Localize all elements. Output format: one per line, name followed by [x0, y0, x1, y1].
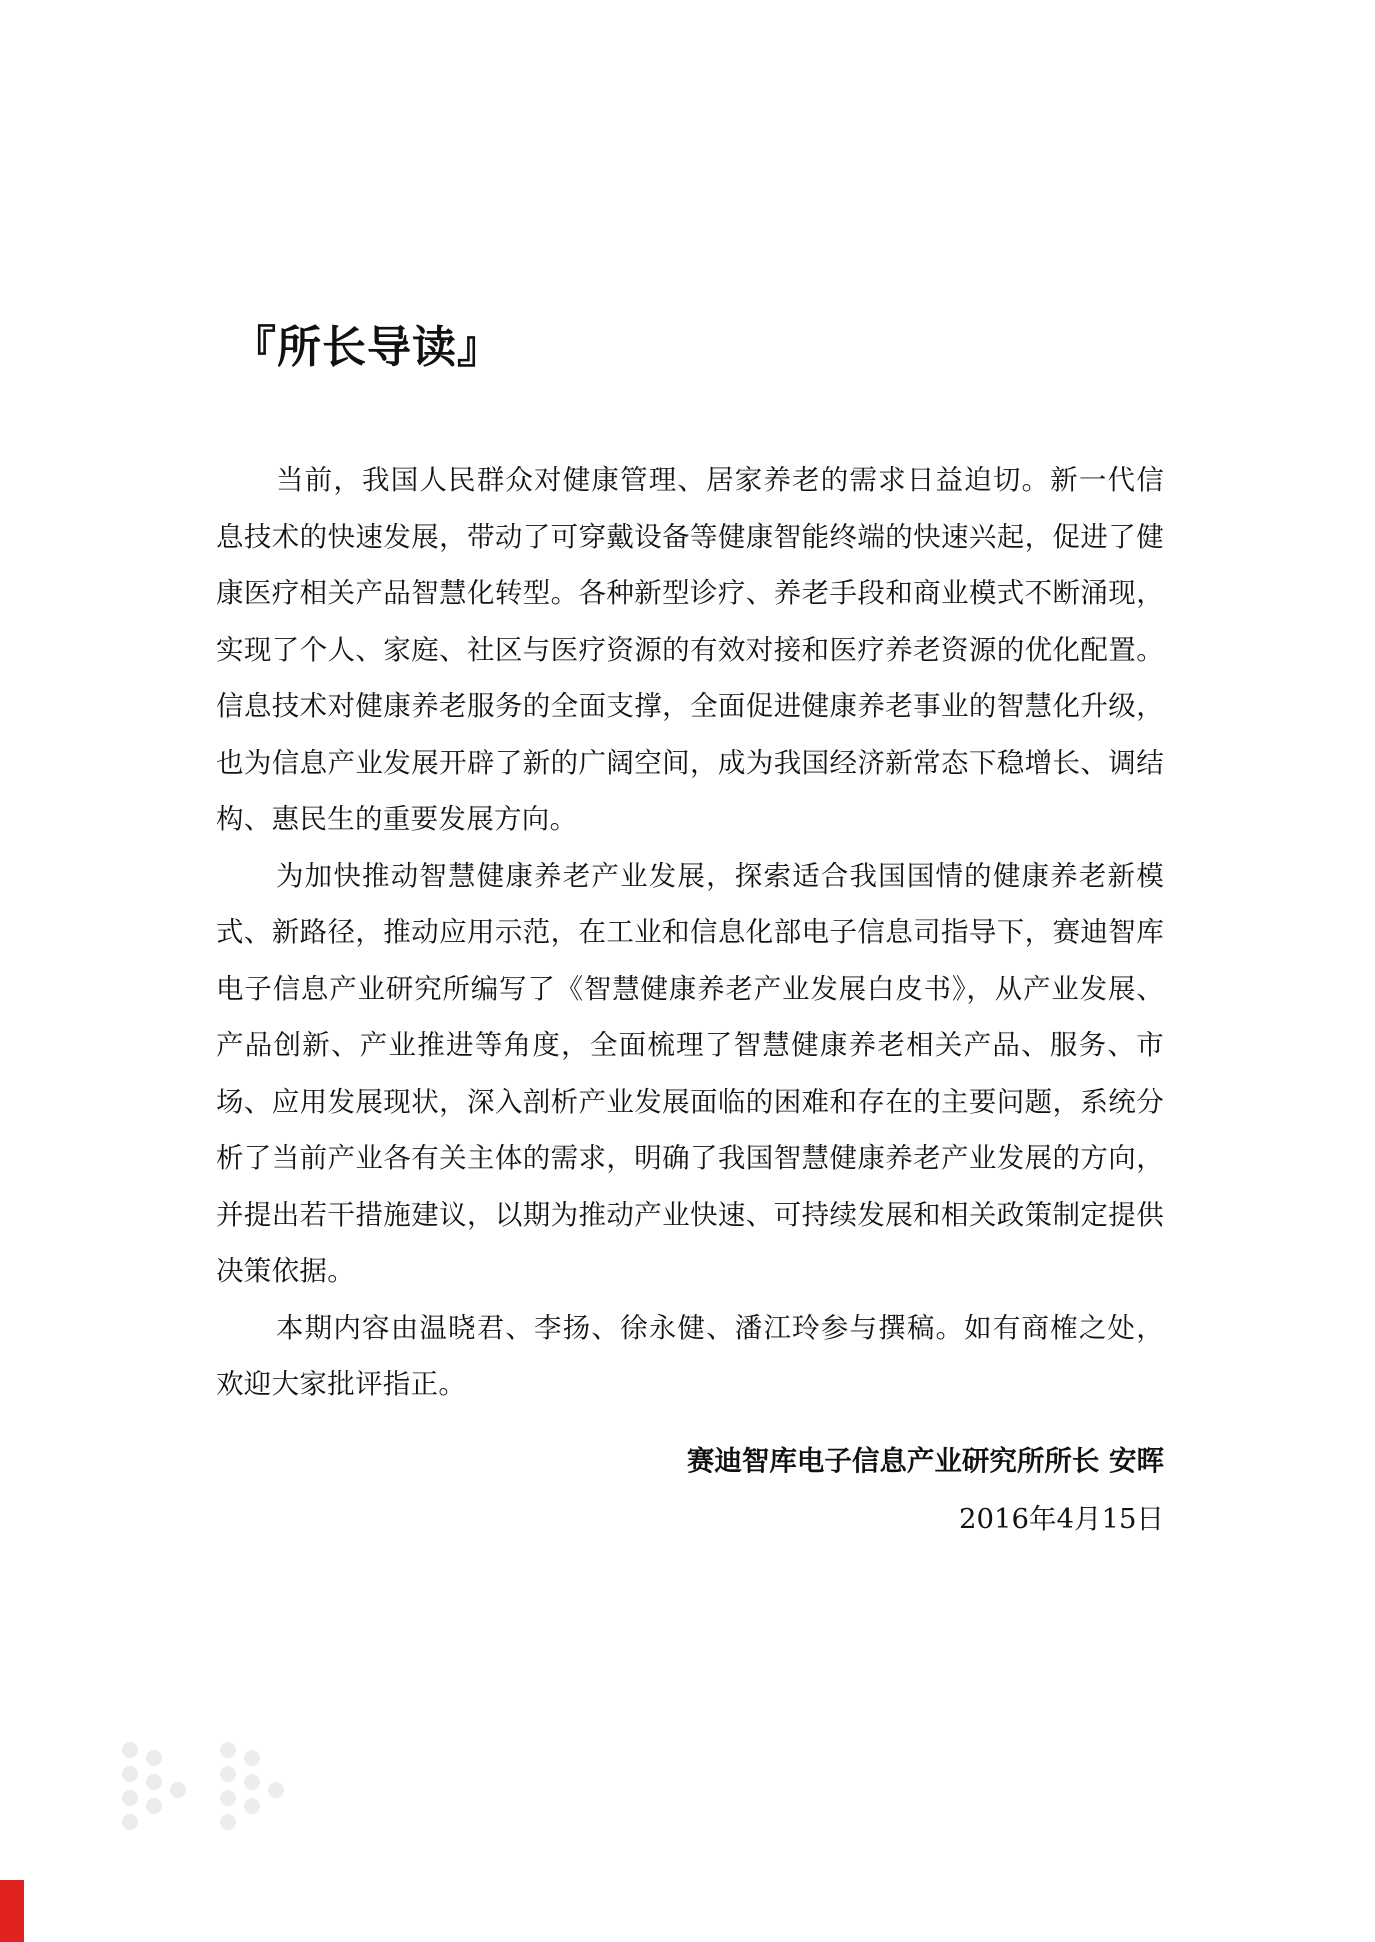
signature-organization: 赛迪智库电子信息产业研究所所长 安晖 — [686, 1445, 1164, 1477]
page-heading: 『所长导读』 — [232, 322, 502, 373]
signature-block — [687, 1432, 1164, 1548]
paragraph-2: 为加快推动智慧健康养老产业发展，探索适合我国国情的健康养老新模式、新路径，推动应用示范，在工业和信息化部电子信息司指导下，赛迪智库电子信息产业研究所编写了《智慧健康养老产业发展白皮书》，从产业发展、产品创新、产业推进等角度，全面梳理了智慧健康养老相关产品、服务、市场、应用发展现状，深入剖析产业发展面临的困难和存在的主要问题，系统分析了当前产业各有关主体的需求，明确了我国智慧健康养老产业发展的方向，并提出若干措施建议，以期为推动产业快速、可持续发展和相关政策制定提供决策依据。 — [216, 859, 1164, 1287]
preface-body — [216, 452, 1164, 1413]
decorative-dot-pattern — [120, 1740, 300, 1840]
paragraph-3: 本期内容由温晓君、李扬、徐永健、潘江玲参与撰稿。如有商榷之处，欢迎大家批评指正。 — [216, 1311, 1164, 1400]
signature-date: 2016年4月15日 — [959, 1503, 1164, 1535]
paragraph-1: 当前，我国人民群众对健康管理、居家养老的需求日益迫切。新一代信息技术的快速发展，带动了可穿戴设备等健康智能终端的快速兴起，促进了健康医疗相关产品智慧化转型。各种新型诊疗、养老手段和商业模式不断涌现，实现了个人、家庭、社区与医疗资源的有效对接和医疗养老资源的优化配置。信息技术对健康养老服务的全面支撑，全面促进健康养老事业的智慧化升级，也为信息产业发展开辟了新的广阔空间，成为我国经济新常态下稳增长、调结构、惠民生的重要发展方向。 — [216, 464, 1164, 835]
accent-bar — [0, 1880, 24, 1942]
